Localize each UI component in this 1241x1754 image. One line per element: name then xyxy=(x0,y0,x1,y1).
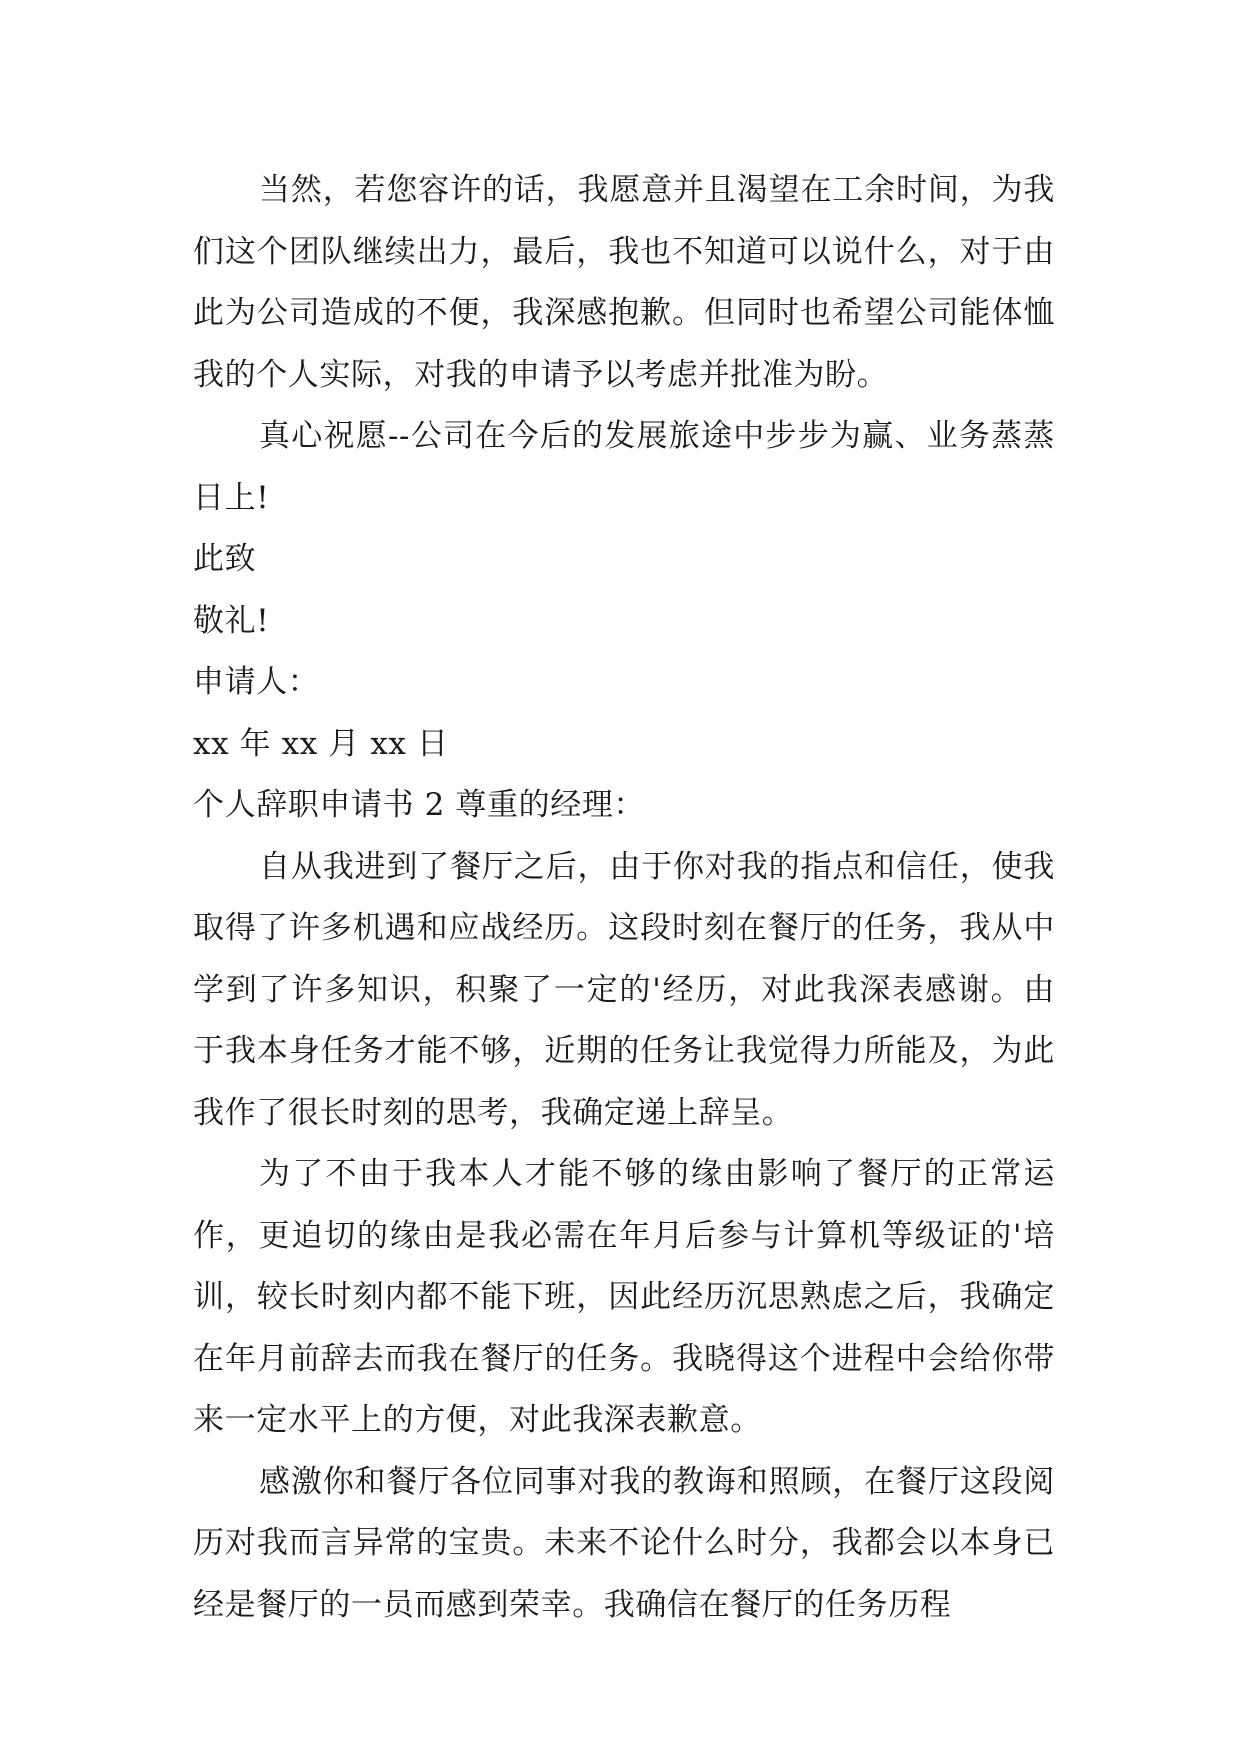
applicant-label: 申请人： xyxy=(193,664,320,700)
date-line: xx 年 xx 月 xx 日 xyxy=(193,725,449,762)
document-body xyxy=(193,160,1055,1636)
paragraph-training-reason: 为了不由于我本人才能不够的缘由影响了餐厅的正常运作，更迫切的缘由是我必需在年月后参与计算机等级证的'培训，较长时刻内都不能下班，因此经历沉思熟虑之后，我确定在年月前辞去而我在餐厅的任务。我晓得这个进程中会给你带来一定水平上的方便，对此我深表歉意。 xyxy=(193,1156,1055,1438)
salutation-ci-zhi: 此致 xyxy=(193,541,257,577)
paragraph-thanks-colleagues: 感激你和餐厅各位同事对我的教诲和照顾，在餐厅这段阅历对我而言异常的宝贵。未来不论什么时分，我都会以本身已经是餐厅的一员而感到荣幸。我确信在餐厅的任务历程 xyxy=(193,1463,1055,1623)
letter-2-heading: 个人辞职申请书 2 尊重的经理： xyxy=(193,787,646,823)
paragraph-gratitude-reason: 自从我进到了餐厅之后，由于你对我的指点和信任，使我取得了许多机遇和应战经历。这段时刻在餐厅的任务，我从中学到了许多知识，积聚了一定的'经历，对此我深表感谢。由于我本身任务才能不够，近期的任务让我觉得力所能及，为此我作了很长时刻的思考，我确定递上辞呈。 xyxy=(193,848,1055,1131)
salutation-jing-li: 敬礼! xyxy=(193,602,270,639)
paragraph-closing-offer: 当然，若您容许的话，我愿意并且渴望在工余时间，为我们这个团队继续出力，最后，我也不知道可以说什么，对于由此为公司造成的不便，我深感抱歉。但同时也希望公司能体恤我的个人实际，对我的申请予以考虑并批准为盼。 xyxy=(193,172,1055,393)
paragraph-wishes: 真心祝愿--公司在今后的发展旅途中步步为赢、业务蒸蒸日上! xyxy=(193,418,1055,516)
